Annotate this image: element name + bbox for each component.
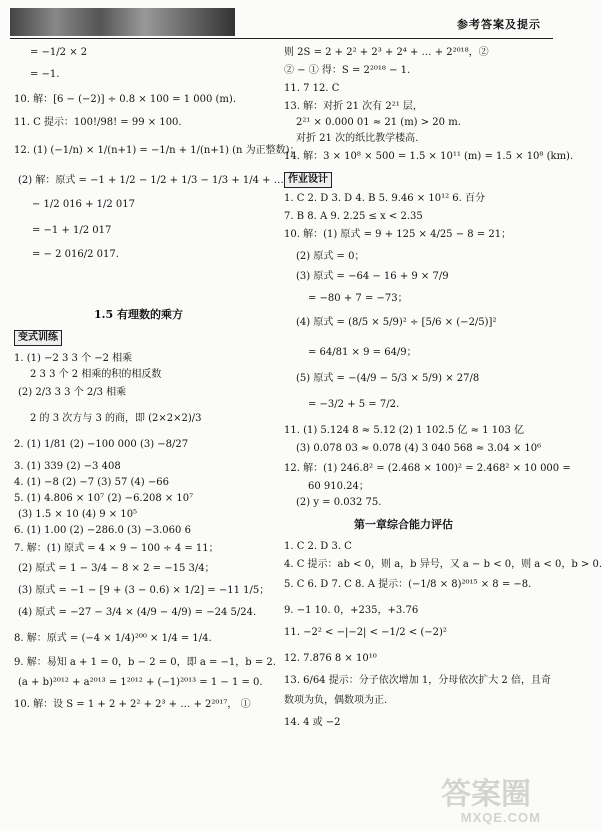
left-line: (2) 解：原式 = −1 + 1/2 − 1/2 + 1/3 − 1/3 + 1/4 + …	[18, 175, 284, 186]
left-line: 3. (1) 339 (2) −3 408	[14, 461, 121, 472]
left-line: 12. (1) (−1/n) × 1/(n+1) = −1/n + 1/(n+1) (n 为正整数)；	[14, 145, 300, 156]
left-line: 7. 解：(1) 原式 = 4 × 9 − 100 ÷ 4 = 11；	[14, 543, 219, 554]
right-line: = 64/81 × 9 = 64/9；	[308, 347, 417, 358]
right-line: 14. 4 或 −2	[284, 717, 341, 728]
left-line: (2) 2/3 3 3 个 2/3 相乘	[18, 387, 127, 398]
page-header	[0, 0, 563, 42]
left-line: (3) 1.5 × 10 (4) 9 × 10⁵	[18, 509, 138, 520]
left-line: 变式训练	[14, 330, 62, 346]
right-line: = −3/2 + 5 = 7/2.	[308, 399, 400, 410]
left-line: 11. C 提示：100!/98! = 99 × 100.	[14, 117, 182, 128]
right-line: 14. 解：3 × 10⁸ × 500 = 1.5 × 10¹¹ (m) = 1.5 × 10⁸ (km).	[284, 151, 574, 162]
left-line: 1.5 有理数的乘方	[94, 308, 183, 321]
right-line: 则 2S = 2 + 2² + 2³ + 2⁴ + … + 2²⁰¹⁸，②	[284, 47, 489, 58]
left-line: = −1 + 1/2 017	[32, 225, 112, 236]
right-line: (3) 原式 = −64 − 16 + 9 × 7/9	[296, 271, 449, 282]
watermark-logo-text: 答案圈	[441, 777, 531, 812]
right-line: 11. −2² < −|−2| < −1/2 < (−2)²	[284, 627, 447, 638]
left-line: 1. (1) −2 3 3 个 −2 相乘	[14, 353, 133, 364]
right-line: = −80 + 7 = −73；	[308, 293, 408, 304]
left-line: (3) 原式 = −1 − [9 + (3 − 0.6) × 1/2] = −11 1/5；	[18, 585, 270, 596]
right-line: (4) 原式 = (8/5 × 5/9)² ÷ [5/6 × (−2/5)]²	[296, 317, 497, 328]
right-column	[284, 46, 602, 826]
left-line: = − 2 016/2 017.	[32, 249, 119, 260]
right-line: 60 910.24；	[308, 481, 369, 492]
watermark-url: MXQE.COM	[460, 810, 541, 825]
left-line: = −1/2 × 2	[30, 47, 88, 58]
left-line: 6. (1) 1.00 (2) −286.0 (3) −3.060 6	[14, 525, 191, 536]
right-line: (3) 0.078 03 ≈ 0.078 (4) 3 040 568 ≈ 3.04 × 10⁶	[296, 443, 542, 454]
right-line: (2) y = 0.032 75.	[296, 497, 382, 508]
right-line: 13. 解：对折 21 次有 2²¹ 层，	[284, 101, 423, 112]
left-line: 2 3 3 个 2 相乘的积的相反数	[30, 369, 162, 380]
right-line: 对折 21 次的纸比教学楼高.	[296, 133, 419, 144]
left-line: 5. (1) 4.806 × 10⁷ (2) −6.208 × 10⁷	[14, 493, 194, 504]
right-line: (2) 原式 = 0；	[296, 251, 365, 262]
left-line: 9. 解：易知 a + 1 = 0，b − 2 = 0，即 a = −1，b = 2.	[14, 657, 276, 668]
right-line: 5. C 6. D 7. C 8. A 提示：(−1/8 × 8)²⁰¹⁵ × 8 = −8.	[284, 579, 532, 590]
left-line: 8. 解：原式 = (−4 × 1/4)²⁰⁰ × 1/4 = 1/4.	[14, 633, 212, 644]
right-line: ② − ① 得：S = 2²⁰¹⁸ − 1.	[284, 65, 411, 76]
right-line: 1. C 2. D 3. C	[284, 541, 352, 552]
right-line: 数项为负，偶数项为正.	[284, 695, 388, 706]
header-rule	[10, 38, 553, 39]
left-line: (a + b)²⁰¹² + a²⁰¹³ = 1²⁰¹² + (−1)²⁰¹³ = 1 − 1 = 0.	[18, 677, 263, 688]
watermark	[401, 769, 551, 825]
right-line: 作业设计	[284, 172, 332, 188]
right-line: 1. C 2. D 3. D 4. B 5. 9.46 × 10¹² 6. 百分	[284, 193, 485, 204]
right-line: 11. (1) 5.124 8 ≈ 5.12 (2) 1 102.5 亿 ≈ 1 103 亿	[284, 425, 525, 436]
left-line: − 1/2 016 + 1/2 017	[32, 199, 136, 210]
left-line: 2 的 3 次方与 3 的商，即 (2×2×2)/3	[30, 413, 202, 424]
right-line: 12. 7.876 8 × 10¹⁰	[284, 653, 377, 664]
right-line: 2²¹ × 0.000 01 ≈ 21 (m) > 20 m.	[296, 117, 461, 128]
left-line: (4) 原式 = −27 − 3/4 × (4/9 − 4/9) = −24 5/24.	[18, 607, 257, 618]
right-line: 10. 解：(1) 原式 = 9 + 125 × 4/25 − 8 = 21；	[284, 229, 512, 240]
left-line: = −1.	[30, 69, 60, 80]
header-banner-image	[10, 8, 235, 36]
right-line: 13. 6/64 提示：分子依次增加 1，分母依次扩大 2 倍，且奇	[284, 675, 551, 686]
right-line: 9. −1 10. 0，+235，+3.76	[284, 605, 419, 616]
right-line: 12. 解：(1) 246.8² = (2.468 × 100)² = 2.468² × 10 000 =	[284, 463, 571, 474]
right-line: 7. B 8. A 9. 2.25 ≤ x < 2.35	[284, 211, 423, 222]
left-column	[14, 46, 300, 826]
right-line: 11. 7 12. C	[284, 83, 340, 94]
left-line: 10. 解：设 S = 1 + 2 + 2² + 2³ + … + 2²⁰¹⁷， ①	[14, 699, 251, 710]
left-line: 4. (1) −8 (2) −7 (3) 57 (4) −66	[14, 477, 169, 488]
left-line: (2) 原式 = 1 − 3/4 − 8 × 2 = −15 3/4；	[18, 563, 215, 574]
right-line: (5) 原式 = −(4/9 − 5/3 × 5/9) × 27/8	[296, 373, 480, 384]
right-line: 第一章综合能力评估	[354, 518, 453, 531]
header-title: 参考答案及提示	[457, 18, 541, 31]
right-line: 4. C 提示：ab < 0，则 a，b 异号，又 a − b < 0，则 a < 0，b > 0.	[284, 559, 602, 570]
left-line: 2. (1) 1/81 (2) −100 000 (3) −8/27	[14, 439, 189, 450]
left-line: 10. 解：[6 − (−2)] ÷ 0.8 × 100 = 1 000 (m).	[14, 94, 236, 105]
